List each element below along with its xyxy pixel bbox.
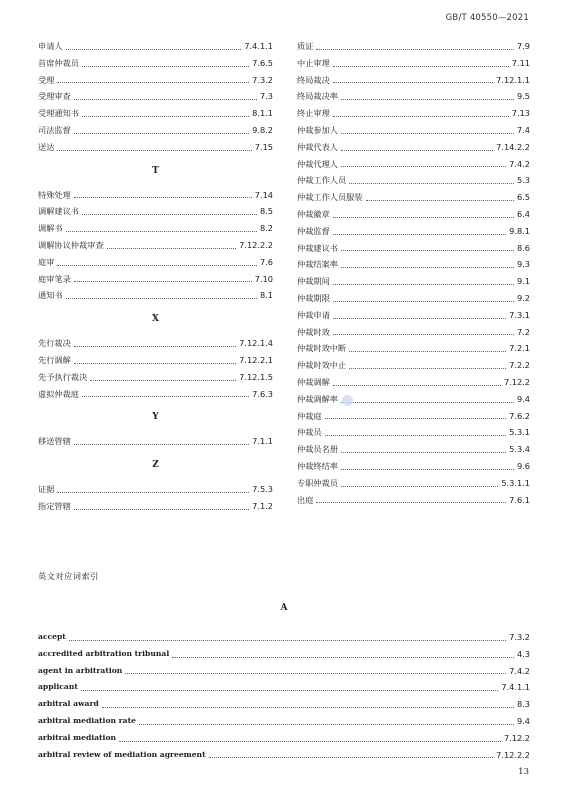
index-entry: [297, 273, 530, 290]
index-term: 终局裁决率: [297, 91, 338, 102]
index-term: arbitral mediation rate: [38, 715, 136, 725]
index-term: 受理审查: [38, 91, 71, 102]
highlight-mark: [342, 395, 353, 406]
index-term: 终止审理: [297, 108, 330, 119]
index-entry: [38, 72, 273, 89]
dot-leader: [172, 657, 514, 658]
dot-leader: [57, 492, 249, 493]
index-term: arbitral mediation: [38, 732, 117, 742]
index-entry: [297, 38, 530, 55]
index-term: 仲裁调解率: [297, 393, 338, 404]
clause-reference: 7.12.2: [503, 732, 530, 743]
index-term: 调解建议书: [38, 206, 79, 217]
index-term: 移送管辖: [38, 436, 71, 447]
index-term: 仲裁结案率: [297, 259, 338, 270]
index-term: agent in arbitration: [38, 665, 123, 675]
clause-reference: 9.3: [516, 259, 530, 270]
dot-leader: [81, 690, 498, 691]
index-letter-heading: Y: [152, 412, 159, 423]
index-entry: [38, 220, 273, 237]
index-term: accredited arbitration tribunal: [38, 648, 170, 658]
index-entry: [297, 156, 530, 173]
index-entry: [38, 498, 273, 515]
index-term: 首席仲裁员: [38, 57, 79, 68]
clause-reference: 8.2: [259, 223, 273, 234]
index-entry: [297, 189, 530, 206]
clause-reference: 5.3: [516, 175, 530, 186]
index-term: 仲裁调解: [297, 376, 330, 387]
dot-leader: [341, 469, 514, 470]
index-term: 仲裁时效中断: [297, 343, 347, 354]
index-entry: [297, 374, 530, 391]
dot-leader: [333, 284, 514, 285]
clause-reference: 7.4.1.1: [244, 41, 273, 51]
index-letter-heading: X: [152, 314, 159, 325]
dot-leader: [349, 351, 506, 352]
index-entry: [297, 206, 530, 223]
index-entry: [38, 663, 530, 680]
clause-reference: 7.1.2: [252, 500, 273, 511]
index-entry: [38, 287, 273, 304]
clause-reference: 7.9: [516, 41, 530, 51]
dot-leader: [66, 298, 257, 299]
clause-reference: 9.4: [516, 393, 530, 404]
index-entry: [38, 646, 530, 663]
clause-reference: 7.4: [516, 124, 530, 135]
clause-reference: 7.3.2: [252, 74, 273, 85]
dot-leader: [107, 248, 237, 249]
index-term: 专职仲裁员: [297, 477, 338, 488]
dot-leader: [74, 197, 252, 198]
dot-leader: [333, 116, 509, 117]
index-term: 仲裁期限: [297, 292, 330, 303]
index-term: 仲裁申请: [297, 309, 330, 320]
dot-leader: [333, 334, 514, 335]
index-term: applicant: [38, 682, 78, 692]
clause-reference: 5.3.1: [509, 427, 530, 438]
index-letter-heading: Z: [152, 460, 159, 471]
index-term: accept: [38, 632, 66, 641]
clause-reference: 7.3.1: [509, 309, 530, 320]
dot-leader: [209, 757, 494, 758]
dot-leader: [316, 502, 506, 503]
dot-leader: [316, 49, 514, 50]
clause-reference: 9.2: [516, 292, 530, 303]
index-term: 先予执行裁决: [38, 371, 88, 382]
index-term: 指定管辖: [38, 500, 71, 511]
dot-leader: [333, 318, 506, 319]
index-term: 庭审: [38, 256, 55, 267]
index-entry: [38, 369, 273, 386]
index-entry: [38, 433, 273, 450]
index-entry: [297, 72, 530, 89]
dot-leader: [82, 214, 257, 215]
dot-leader: [341, 133, 514, 134]
dot-leader: [341, 250, 514, 251]
clause-reference: 6.5: [516, 192, 530, 203]
clause-reference: 7.12.1.5: [239, 371, 273, 382]
dot-leader: [333, 234, 506, 235]
index-entry: [297, 458, 530, 475]
clause-reference: 8.3: [516, 699, 530, 710]
index-letter-heading: A: [280, 603, 288, 613]
dot-leader: [57, 150, 251, 151]
index-entry: [38, 335, 273, 352]
dot-leader: [102, 707, 514, 708]
dot-leader: [341, 267, 514, 268]
index-term: 申请人: [38, 41, 63, 51]
index-entry: [297, 55, 530, 72]
clause-reference: 7.3.2: [509, 632, 530, 642]
clause-reference: 7.12.2: [503, 376, 530, 387]
clause-reference: 7.11: [511, 57, 530, 68]
clause-reference: 7.10: [254, 273, 273, 284]
dot-leader: [333, 217, 514, 218]
index-entry: [297, 340, 530, 357]
index-entry: [297, 256, 530, 273]
index-entry: [297, 492, 530, 509]
dot-leader: [74, 509, 249, 510]
dot-leader: [82, 396, 249, 397]
dot-leader: [341, 486, 498, 487]
clause-reference: 9.5: [516, 91, 530, 102]
dot-leader: [333, 385, 501, 386]
clause-reference: 7.2.1: [509, 343, 530, 354]
clause-reference: 7.6.5: [252, 57, 273, 68]
page-number: 13: [518, 767, 529, 777]
index-term: 仲裁监督: [297, 225, 330, 236]
index-term: 证据: [38, 484, 55, 495]
index-letter-heading: T: [152, 165, 159, 176]
clause-reference: 8.1: [259, 290, 273, 301]
dot-leader: [341, 452, 506, 453]
index-term: 先行裁决: [38, 338, 71, 349]
index-term: 调解书: [38, 223, 63, 234]
dot-leader: [333, 82, 493, 83]
clause-reference: 7.15: [254, 141, 273, 152]
dot-leader: [74, 346, 236, 347]
index-term: 仲裁徽章: [297, 208, 330, 219]
index-entry: [38, 139, 273, 156]
clause-reference: 7.1.1: [252, 436, 273, 447]
dot-leader: [325, 435, 507, 436]
clause-reference: 7.12.2.2: [239, 239, 273, 250]
dot-leader: [349, 368, 506, 369]
clause-reference: 6.4: [516, 208, 530, 219]
dot-leader: [349, 183, 514, 184]
index-term: 质证: [297, 41, 314, 51]
index-entry: [297, 391, 530, 408]
clause-reference: 7.13: [511, 108, 530, 119]
index-entry: [38, 747, 530, 764]
dot-leader: [325, 418, 507, 419]
index-term: 中止审理: [297, 57, 330, 68]
index-entry: [38, 88, 273, 105]
index-entry: [297, 475, 530, 492]
dot-leader: [69, 640, 506, 641]
index-entry: [297, 357, 530, 374]
dot-leader: [74, 133, 249, 134]
index-term: 仲裁时效: [297, 326, 330, 337]
clause-reference: 9.6: [516, 460, 530, 471]
index-term: 仲裁庭: [297, 410, 322, 421]
index-column-right: [297, 38, 530, 508]
index-term: 仲裁员名册: [297, 444, 338, 455]
dot-leader: [74, 363, 236, 364]
dot-leader: [333, 66, 509, 67]
index-entry: [38, 730, 530, 747]
clause-reference: 7.6: [259, 256, 273, 267]
index-entry: [38, 187, 273, 204]
index-entry: [297, 307, 530, 324]
index-entry: [297, 105, 530, 122]
clause-reference: 7.6.1: [509, 494, 530, 505]
clause-reference: 7.2.2: [509, 360, 530, 371]
clause-reference: 8.5: [259, 206, 273, 217]
dot-leader: [74, 444, 249, 445]
clause-reference: 7.5.3: [252, 484, 273, 495]
index-term: 送达: [38, 141, 55, 152]
dot-leader: [125, 673, 506, 674]
dot-leader: [74, 281, 252, 282]
index-column-left: [38, 38, 273, 515]
index-entry: [38, 203, 273, 220]
standard-code: GB/T 40550—2021: [445, 13, 529, 23]
dot-leader: [139, 724, 514, 725]
dot-leader: [341, 99, 514, 100]
dot-leader: [90, 380, 236, 381]
index-entry: [38, 481, 273, 498]
index-term: 虚拟仲裁庭: [38, 388, 79, 399]
clause-reference: 7.4.2: [509, 665, 530, 676]
index-term: 仲裁建议书: [297, 242, 338, 253]
clause-reference: 8.1.1: [252, 108, 273, 119]
clause-reference: 7.3: [259, 91, 273, 102]
index-term: 调解协议仲裁审查: [38, 239, 104, 250]
index-entry: [38, 237, 273, 254]
clause-reference: 7.14: [254, 189, 273, 200]
index-entry: [38, 352, 273, 369]
index-entry: [38, 38, 273, 55]
clause-reference: 7.12.2.1: [239, 354, 273, 365]
index-entry: [297, 88, 530, 105]
index-term: 仲裁参加人: [297, 124, 338, 135]
clause-reference: 7.12.1.1: [496, 74, 530, 85]
index-term: arbitral review of mediation agreement: [38, 749, 206, 759]
clause-reference: 7.12.1.4: [239, 338, 273, 349]
clause-reference: 8.6: [516, 242, 530, 253]
dot-leader: [66, 49, 242, 50]
clause-reference: 7.6.2: [509, 410, 530, 421]
index-entry: [38, 105, 273, 122]
clause-reference: 9.8.2: [252, 124, 273, 135]
clause-reference: 7.12.2.2: [496, 749, 530, 760]
index-term: 特殊处理: [38, 189, 71, 200]
index-term: 受理通知书: [38, 108, 79, 119]
clause-reference: 7.4.1.1: [501, 682, 530, 693]
index-entry: [297, 424, 530, 441]
index-term: 通知书: [38, 290, 63, 301]
clause-reference: 9.8.1: [509, 225, 530, 236]
index-term: 仲裁期间: [297, 276, 330, 287]
index-entry: [38, 713, 530, 730]
clause-reference: 7.14.2.2: [496, 141, 530, 152]
index-entry: [38, 696, 530, 713]
index-term: 仲裁代理人: [297, 158, 338, 169]
english-index-title: 英文对应词索引: [38, 571, 99, 581]
index-term: 仲裁工作人员: [297, 175, 347, 186]
index-entry: [297, 172, 530, 189]
clause-reference: 5.3.4: [509, 444, 530, 455]
index-entry: [38, 254, 273, 271]
index-entry: [38, 386, 273, 403]
dot-leader: [366, 200, 514, 201]
dot-leader: [82, 116, 249, 117]
index-term: 庭审笔录: [38, 273, 71, 284]
index-entry: [38, 55, 273, 72]
english-index-list: [38, 629, 530, 763]
index-entry: [38, 629, 530, 646]
clause-reference: 7.2: [516, 326, 530, 337]
index-term: 仲裁代表人: [297, 141, 338, 152]
index-entry: [297, 324, 530, 341]
index-term: 先行调解: [38, 354, 71, 365]
index-entry: [297, 441, 530, 458]
index-entry: [297, 223, 530, 240]
index-term: 仲裁工作人员服装: [297, 192, 363, 203]
index-entry: [297, 139, 530, 156]
index-term: arbitral award: [38, 699, 99, 709]
dot-leader: [119, 741, 501, 742]
index-entry: [297, 240, 530, 257]
index-term: 出庭: [297, 494, 314, 505]
index-entry: [297, 290, 530, 307]
dot-leader: [341, 166, 506, 167]
dot-leader: [82, 66, 249, 67]
dot-leader: [341, 402, 514, 403]
clause-reference: 4.3: [516, 648, 530, 659]
index-entry: [297, 122, 530, 139]
clause-reference: 9.1: [516, 276, 530, 287]
clause-reference: 7.6.3: [252, 388, 273, 399]
dot-leader: [57, 265, 257, 266]
index-entry: [38, 271, 273, 288]
index-term: 受理: [38, 74, 55, 85]
index-entry: [38, 679, 530, 696]
clause-reference: 5.3.1.1: [501, 477, 530, 488]
clause-reference: 9.4: [516, 715, 530, 726]
clause-reference: 7.4.2: [509, 158, 530, 169]
dot-leader: [341, 150, 493, 151]
dot-leader: [333, 301, 514, 302]
dot-leader: [66, 231, 257, 232]
dot-leader: [74, 99, 257, 100]
index-entry: [297, 408, 530, 425]
index-term: 仲裁员: [297, 427, 322, 438]
dot-leader: [57, 82, 249, 83]
index-term: 仲裁终结率: [297, 460, 338, 471]
index-term: 仲裁时效中止: [297, 360, 347, 371]
index-term: 终局裁决: [297, 74, 330, 85]
index-entry: [38, 122, 273, 139]
index-term: 司法监督: [38, 124, 71, 135]
